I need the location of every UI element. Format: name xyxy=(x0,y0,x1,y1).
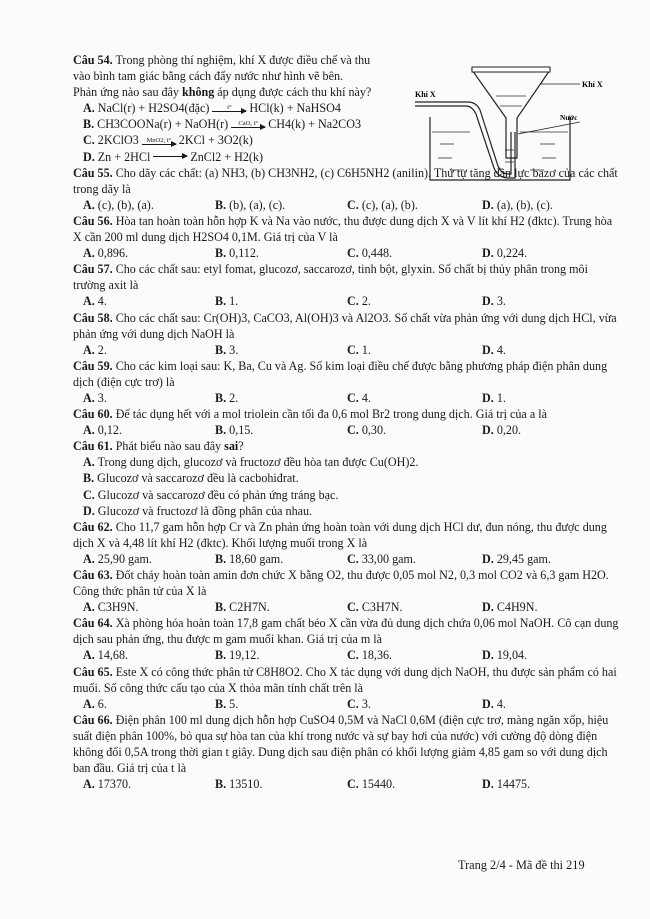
option-a: A. 2. xyxy=(83,342,107,357)
question-62 xyxy=(73,519,621,567)
gas-collection-diagram xyxy=(410,62,610,182)
question-label: Câu 66. xyxy=(73,712,113,727)
question-label: Câu 54. xyxy=(73,53,113,67)
reaction-c xyxy=(73,132,408,148)
question-label: Câu 58. xyxy=(73,310,113,325)
reactants: CH3COONa(r) + NaOH(r) xyxy=(97,117,229,132)
options xyxy=(73,197,621,213)
option-b: B. 0,112. xyxy=(215,246,259,261)
option-label: D. xyxy=(83,149,95,164)
option-a: A. 17370. xyxy=(83,777,132,792)
question-61: Câu 61. Phát biểu nào sau đây sai? A. Trong dung dịch, glucozơ và fructozơ đều hòa tan được Cu(OH)2. B. Glucozơ và saccarozơ đều là cacbohiđrat. C. Glucozơ và saccarozơ đều có phản ứng tráng bạc. D. Glucozơ và fructozơ là đồng phân của nhau. xyxy=(73,438,621,518)
option-d: D. Glucozơ và fructozơ là đồng phân của nhau. xyxy=(83,503,313,518)
option-d: D. 29,45 gam. xyxy=(482,551,551,566)
question-text: Hòa tan hoàn toàn hỗn hợp K và Na vào nước, thu được dung dịch X và V lít khí H2 (đktc). Trung hòa X cần 200 ml dung dịch H2SO4 0,1M. Giá trị của V là xyxy=(73,213,613,245)
options xyxy=(73,342,621,358)
option-b: B. 3. xyxy=(215,342,239,357)
option-d: D. 19,04. xyxy=(482,648,528,663)
option-label: B. xyxy=(83,117,95,132)
option-b: B. 0,15. xyxy=(215,423,254,438)
option-b: B. 19,12. xyxy=(215,648,260,663)
gas-out-label: Khí X xyxy=(582,80,603,89)
emphasis-word: không xyxy=(182,85,215,100)
question-64 xyxy=(73,615,621,663)
reaction-b xyxy=(73,116,408,132)
option-b: B. Glucozơ và saccarozơ đều là cacbohiđrat. xyxy=(83,471,299,486)
question-label: Câu 57. xyxy=(73,262,113,277)
reactants: NaCl(r) + H2SO4(đặc) xyxy=(97,101,210,116)
products: 2KCl + 3O2(k) xyxy=(178,133,253,148)
products: HCl(k) + NaHSO4 xyxy=(249,101,341,116)
question-63 xyxy=(73,567,621,615)
question-60 xyxy=(73,406,621,438)
option-c: C. Glucozơ và saccarozơ đều có phản ứng tráng bạc. xyxy=(83,487,339,502)
option-label: C. xyxy=(83,133,95,148)
option-c: C. C3H7N. xyxy=(347,600,403,615)
option-label: A. xyxy=(83,101,95,116)
option-a: A. 4. xyxy=(83,294,107,309)
question-text: Cho dãy các chất: (a) NH3, (b) CH3NH2, (c) C6H5NH2 (anilin). Thứ tự tăng dần lực bazơ của các chất trong dãy là xyxy=(73,165,618,196)
option-d: D. 4. xyxy=(482,342,506,357)
reaction-arrow-icon xyxy=(153,156,187,157)
options xyxy=(73,293,621,309)
reaction-condition: t° xyxy=(227,104,232,112)
option-d: D. 1. xyxy=(482,390,506,405)
option-c: C. 1. xyxy=(347,342,371,357)
question-text: áp dụng được cách thu khí này? xyxy=(214,85,372,100)
option-b: B. 2. xyxy=(215,390,239,405)
question-text: Cho các chất sau: etyl fomat, glucozơ, saccarozơ, tinh bột, glyxin. Số chất bị thủy phân trong môi trường axit là xyxy=(73,262,588,293)
reaction-condition: CaO, t° xyxy=(238,120,258,128)
question-56 xyxy=(73,213,621,261)
question-57 xyxy=(73,261,621,309)
question-59 xyxy=(73,358,621,406)
water-label: Nước xyxy=(560,113,578,122)
options xyxy=(73,599,621,615)
question-text: Este X có công thức phân tử C8H8O2. Cho X tác dụng với dung dịch NaOH, thu được sản phẩm có hai muối. Số công thức cấu tạo của X thỏa mãn tính chất trên là xyxy=(73,664,617,695)
question-text: Để tác dụng hết với a mol triolein cần tối đa 0,6 mol Br2 trong dung dịch. Giá trị của a là xyxy=(115,407,547,422)
option-c: C. 33,00 gam. xyxy=(347,551,416,566)
option-b: B. 18,60 gam. xyxy=(215,551,284,566)
option-c: C. 18,36. xyxy=(347,648,393,663)
question-text: Cho các chất sau: Cr(OH)3, CaCO3, Al(OH)3 và Al2O3. Số chất vừa phản ứng với dung dịch HCl, vừa phản ứng với dung dịch NaOH là xyxy=(73,310,617,341)
reaction-arrow-icon xyxy=(212,104,246,112)
option-c: C. 4. xyxy=(347,390,371,405)
question-label: Câu 59. xyxy=(73,358,113,373)
page-footer: Trang 2/4 - Mã đề thi 219 xyxy=(458,858,585,872)
question-54 xyxy=(73,52,408,165)
option-c: C. (c), (a), (b). xyxy=(347,197,418,212)
option-d: D. 14475. xyxy=(482,777,531,792)
question-text: Phát biểu nào sau đây xyxy=(115,439,225,454)
option-a: A. 14,68. xyxy=(83,648,129,663)
reaction-arrow-icon xyxy=(142,137,176,145)
options xyxy=(73,245,621,261)
question-text: Cho 11,7 gam hỗn hợp Cr và Zn phản ứng hoàn toàn với dung dịch HCl dư, đun nóng, thu được dung dịch X và 4,48 lít khí H2 (đktc). Khối lượng muối trong X là xyxy=(73,519,607,550)
question-65 xyxy=(73,664,621,712)
option-d: D. C4H9N. xyxy=(482,600,538,615)
options xyxy=(73,647,621,663)
option-b: B. 1. xyxy=(215,294,239,309)
reaction-a xyxy=(73,100,408,116)
option-d: D. 4. xyxy=(482,696,506,711)
option-a: A. 25,90 gam. xyxy=(83,551,152,566)
question-58 xyxy=(73,310,621,358)
option-d: D. 3. xyxy=(482,294,506,309)
option-c: C. 0,448. xyxy=(347,246,393,261)
option-b: B. C2H7N. xyxy=(215,600,270,615)
emphasis-word: sai xyxy=(224,439,239,454)
question-label: Câu 64. xyxy=(73,616,113,631)
question-text: Phản ứng nào sau đây xyxy=(73,85,182,100)
question-label: Câu 55. xyxy=(73,165,113,180)
option-a: A. 0,896. xyxy=(83,246,129,261)
question-text: Xà phòng hóa hoàn toàn 17,8 gam chất béo X cần vừa đủ dung dịch chứa 0,06 mol NaOH. Cô cạn dung dịch sau phản ứng, thu được m gam muối khan. Giá trị của m là xyxy=(73,616,619,647)
reactants: Zn + 2HCl xyxy=(97,149,151,164)
options xyxy=(73,551,621,567)
option-d: D. (a), (b), (c). xyxy=(482,197,553,212)
option-a: A. 0,12. xyxy=(83,423,122,438)
options xyxy=(73,776,621,792)
question-label: Câu 56. xyxy=(73,213,113,228)
question-text: Trong phòng thí nghiệm, khí X được điều chế và thu xyxy=(115,53,371,67)
option-a: A. (c), (b), (a). xyxy=(83,197,154,212)
options xyxy=(73,390,621,406)
option-c: C. 2. xyxy=(347,294,371,309)
question-label: Câu 60. xyxy=(73,407,113,422)
gas-in-label: Khí X xyxy=(415,90,436,99)
option-c: C. 15440. xyxy=(347,777,396,792)
question-label: Câu 63. xyxy=(73,568,113,582)
question-66 xyxy=(73,712,621,792)
question-label: Câu 62. xyxy=(73,519,113,534)
question-text: Cho các kim loại sau: K, Ba, Cu và Ag. Số kim loại điều chế được bằng phương pháp điện phân dung dịch (điện cực trơ) là xyxy=(73,358,608,389)
reaction-d xyxy=(73,149,408,165)
question-text: Đốt cháy hoàn toàn amin đơn chức X bằng O2, thu được 0,05 mol N2, 0,3 mol CO2 và 6,3 gam H2O. Công thức phân tử của X là xyxy=(73,568,609,599)
option-c: C. 3. xyxy=(347,696,371,711)
option-a: A. Trong dung dịch, glucozơ và fructozơ đều hòa tan được Cu(OH)2. xyxy=(83,455,419,470)
option-a: A. 3. xyxy=(83,390,107,405)
option-c: C. 0,30. xyxy=(347,423,387,438)
question-text: vào bình tam giác bằng cách đẩy nước như hình vẽ bên. xyxy=(73,69,344,84)
option-d: D. 0,224. xyxy=(482,246,528,261)
products: ZnCl2 + H2(k) xyxy=(190,149,263,164)
option-b: B. 5. xyxy=(215,696,239,711)
option-d: D. 0,20. xyxy=(482,423,522,438)
option-a: A. 6. xyxy=(83,696,107,711)
option-a: A. C3H9N. xyxy=(83,600,139,615)
question-label: Câu 65. xyxy=(73,664,113,679)
options xyxy=(73,422,621,438)
option-b: B. 13510. xyxy=(215,777,263,792)
question-label: Câu 61. xyxy=(73,439,113,454)
option-b: B. (b), (a), (c). xyxy=(215,197,286,212)
question-text: Điện phân 100 ml dung dịch hỗn hợp CuSO4 0,5M và NaCl 0,6M (điện cực trơ, màng ngăn xốp, hiệu suất điện phân 100%, bỏ qua sự hòa tan của khí trong nước và sự bay hơi của nước) với cường độ dòng điện không đổi 0,5A trong thời gian t giây. Dung dịch sau điện phân có khối lượng giảm 4,85 gam so với dung dịch ban đầu. Giá trị của t là xyxy=(73,712,609,776)
products: CH4(k) + Na2CO3 xyxy=(268,117,362,132)
reaction-condition: MnO2, t° xyxy=(146,136,172,144)
reaction-arrow-icon xyxy=(231,120,265,128)
options xyxy=(73,696,621,712)
reactants: 2KClO3 xyxy=(97,133,139,148)
